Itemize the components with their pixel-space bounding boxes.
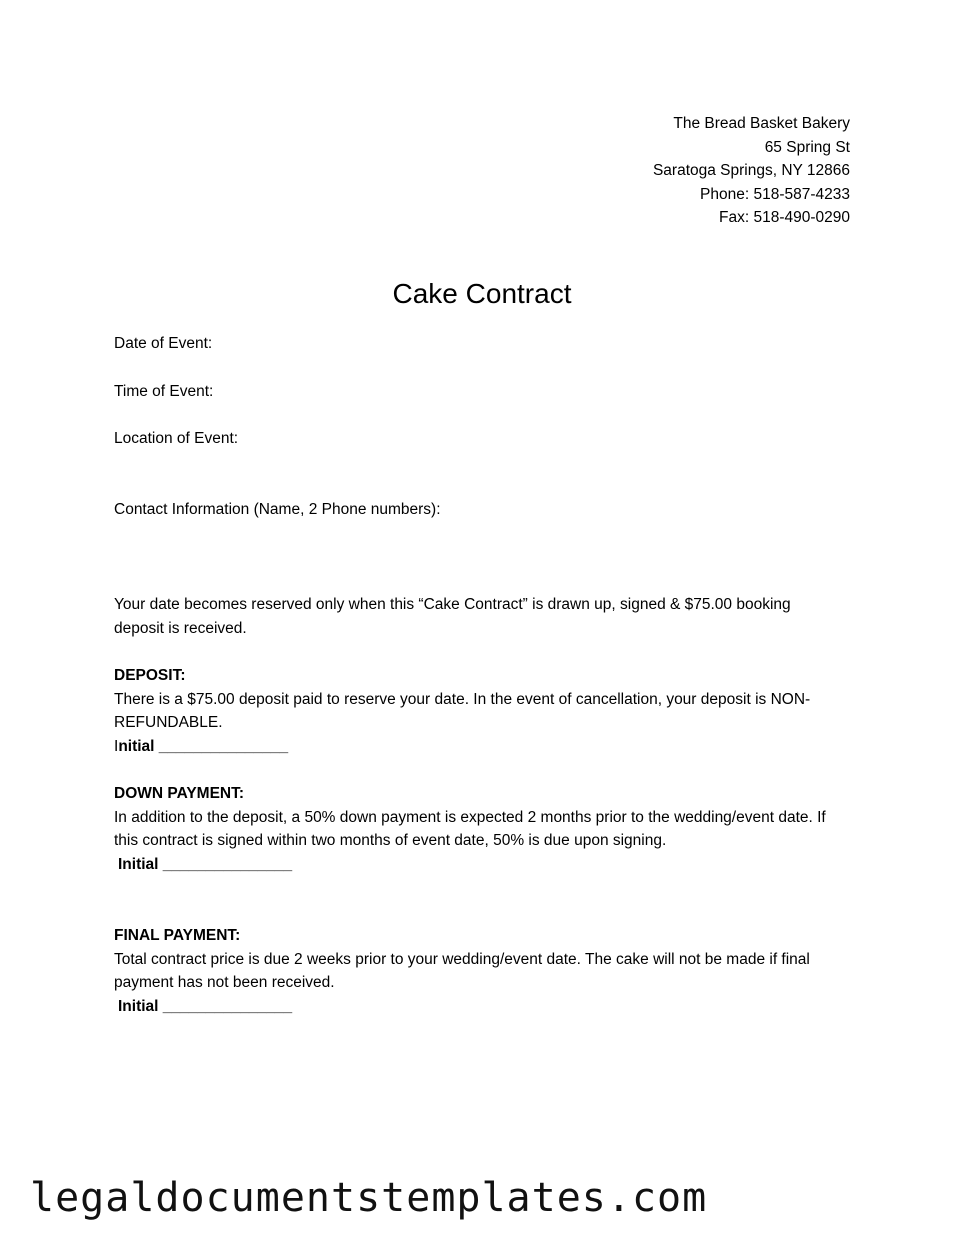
site-watermark: legaldocumentstemplates.com [30, 1175, 708, 1221]
fax-number: Fax: 518-490-0290 [719, 209, 850, 227]
final-payment-heading: FINAL PAYMENT: [114, 927, 241, 944]
deposit-text: There is a $75.00 deposit paid to reserve your date. In the event of cancellation, your deposit is NON-REFUNDABLE. [114, 690, 811, 732]
final-payment-initial-field: Initial _______________ [118, 997, 293, 1015]
document-title: Cake Contract [392, 278, 572, 309]
final-payment-text: Total contract price is due 2 weeks prior to your wedding/event date. The cake will not be made if final payment has not been received. [114, 950, 810, 992]
company-name: The Bread Basket Bakery [673, 115, 850, 132]
reservation-intro: Your date becomes reserved only when this “Cake Contract” is drawn up, signed & $75.00 booking deposit is received. [114, 596, 791, 637]
down-payment-heading: DOWN PAYMENT: [114, 785, 245, 802]
down-payment-text: In addition to the deposit, a 50% down payment is expected 2 months prior to the wedding/event date. If this contract is signed within two months of event date, 50% is due upon signing. [114, 808, 826, 850]
city-state-zip: Saratoga Springs, NY 12866 [652, 162, 850, 180]
contact-information-label: Contact Information (Name, 2 Phone numbers): [114, 501, 441, 518]
date-of-event-label: Date of Event: [114, 335, 213, 352]
time-of-event-label: Time of Event: [114, 383, 214, 400]
down-payment-section [114, 782, 844, 876]
deposit-initial-rest: nitial _______________ [118, 737, 289, 755]
deposit-section [114, 664, 844, 758]
bakery-address-block [653, 112, 850, 230]
deposit-initial-field [114, 735, 844, 759]
down-payment-initial-field: Initial _______________ [118, 855, 293, 873]
final-payment-section [114, 924, 844, 1018]
deposit-initial-first-letter: I [114, 737, 119, 755]
location-of-event-label: Location of Event: [114, 430, 239, 447]
deposit-heading: DEPOSIT: [114, 667, 186, 684]
phone-number: Phone: 518-587-4233 [700, 185, 850, 203]
street-address: 65 Spring St [764, 138, 850, 156]
